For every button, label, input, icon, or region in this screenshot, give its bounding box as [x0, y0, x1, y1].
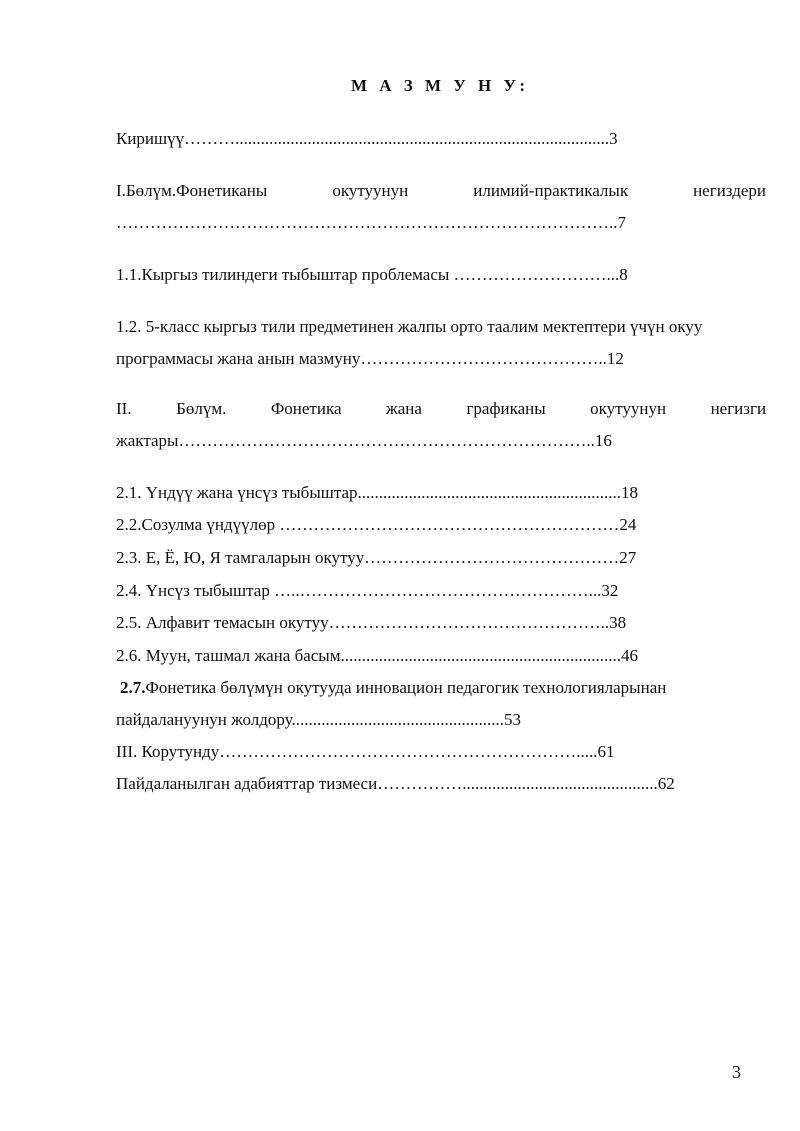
toc-entry-2-2: 2.2.Созулма үндүүлөр ……………………………………………………24	[116, 515, 637, 534]
toc-entry-1-1: 1.1.Кыргыз тилиндеги тыбыштар проблемасы ………………………...8	[116, 265, 628, 284]
toc-entry-part2-line2: жактары………………………………………………………………..16	[116, 431, 612, 450]
toc-entry-1-2-line2: программасы жана анын мазмуну……………………………………..12	[116, 349, 624, 368]
toc-entry-2-4: 2.4. Үнсүз тыбыштар …..……………………………………………...32	[116, 581, 619, 600]
toc-word: илимий-практикалык	[473, 181, 629, 200]
toc-entry-text: Фонетика бөлүмүн окутууда инновацион педагогик технологияларынан	[145, 678, 667, 697]
page-title: М А З М У Н У:	[350, 76, 530, 95]
toc-entry-conclusion: III. Корутунду……………………………………………………….....61	[116, 742, 615, 761]
toc-entry-number: 2.7.	[120, 678, 146, 697]
toc-word: окутуунун	[590, 399, 667, 418]
toc-word: негизги	[710, 399, 767, 418]
toc-entry-2-5: 2.5. Алфавит темасын окутуу…………………………………………..38	[116, 613, 627, 632]
toc-word: I.Бөлүм.Фонетиканы	[116, 181, 268, 200]
page-number: 3	[732, 1062, 741, 1082]
toc-word: графиканы	[466, 399, 546, 418]
toc-entry-bibliography: Пайдаланылган адабияттар тизмеси……………..............................................62	[116, 774, 675, 793]
toc-entry-2-7-line2: пайдалануунун жолдору..................................................53	[116, 710, 521, 729]
toc-word: Бөлүм.	[176, 399, 227, 418]
toc-entry-intro: Киришүү………........................................................................................3	[116, 129, 618, 148]
toc-word: окутуунун	[332, 181, 409, 200]
toc-word: II.	[116, 399, 132, 418]
toc-word: негиздери	[693, 181, 766, 200]
toc-word: Фонетика	[270, 399, 342, 418]
toc-entry-2-6: 2.6. Муун, ташмал жана басым..................................................................46	[116, 646, 638, 665]
toc-entry-1-2-line1: 1.2. 5-класс кыргыз тили предметинен жалпы орто таалим мектептери үчүн окуу	[116, 317, 703, 336]
toc-entry-part1-dots: ……………………………………………………………………………..7	[116, 213, 626, 232]
toc-entry-2-3: 2.3. Е, Ё, Ю, Я тамгаларын окутуу………………………………………27	[116, 548, 637, 567]
toc-entry-part2-heading	[116, 398, 766, 420]
toc-word: жана	[386, 399, 422, 418]
toc-entry-part1-heading	[116, 180, 766, 202]
toc-entry-2-1: 2.1. Үндүү жана үнсүз тыбыштар..............................................................18	[116, 483, 639, 502]
toc-entry-2-7-line1	[120, 677, 666, 699]
